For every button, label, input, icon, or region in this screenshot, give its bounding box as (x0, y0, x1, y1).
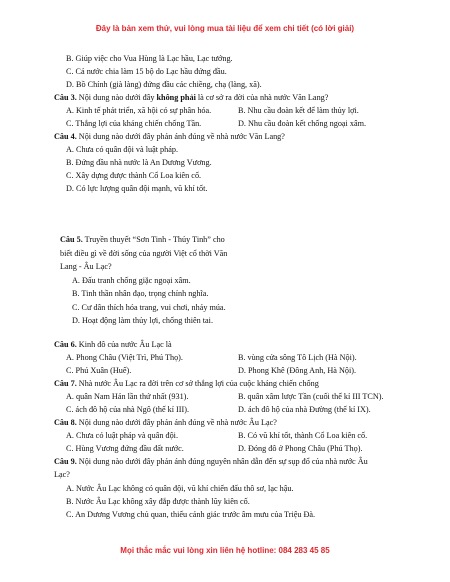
option-a: A. Kinh tế phát triển, xã hội có sự phân hóa. (66, 106, 212, 115)
option-b: B. Giúp việc cho Vua Hùng là Lạc hầu, Lạc tướng. (66, 54, 233, 63)
emphasis: không phải (156, 93, 196, 102)
option-b: B. Có vũ khí tốt, thành Cổ Loa kiên cố. (238, 431, 368, 440)
question-number: Câu 5. (60, 235, 83, 244)
option-d: D. Có lực lượng quân đội mạnh, vũ khí tốt. (66, 184, 208, 193)
option-a: A. Nước Âu Lạc không có quân đội, vũ khí chiến đấu thô sơ, lạc hậu. (66, 484, 294, 493)
option-a: A. Chưa có luật pháp và quân đội. (66, 431, 178, 440)
question-number: Câu 8. (54, 418, 77, 427)
question-number: Câu 4. (54, 132, 77, 141)
option-b: B. Nhu cầu đoàn kết để làm thủy lợi. (238, 106, 359, 115)
option-a: A. quân Nam Hán lần thứ nhất (931). (66, 392, 189, 401)
question-3: Câu 3. Nội dung nào dưới đây không phải là cơ sở ra đời của nhà nước Văn Lang? (54, 93, 329, 102)
option-d: D. Hoạt động làm thủy lợi, chống thiên tai. (72, 316, 213, 325)
question-number: Câu 7. (54, 379, 77, 388)
option-b: B. vùng cửa sông Tô Lịch (Hà Nội). (238, 353, 357, 362)
option-d: D. Bồ Chính (già làng) đứng đầu các chiềng, chạ (làng, xã). (66, 80, 262, 89)
question-9-continued: Lạc? (54, 470, 70, 479)
question-number: Câu 9. (54, 457, 77, 466)
option-a: A. Đấu tranh chống giặc ngoại xâm. (72, 275, 191, 285)
hotline-banner: Mọi thắc mắc vui lòng xin liên hệ hotline: 084 283 45 85 (120, 546, 330, 555)
question-6: Câu 6. Kinh đô của nước Âu Lạc là (54, 340, 172, 349)
option-c: C. Phú Xuân (Huế). (66, 366, 132, 375)
option-b: B. Đứng đầu nhà nước là An Dương Vương. (66, 158, 212, 167)
option-d: D. Đóng đô ở Phong Châu (Phú Thọ). (238, 444, 363, 453)
option-d: D. ách đô hộ của nhà Đường (thế kỉ IX). (238, 405, 371, 414)
question-9: Câu 9. Nội dung nào dưới đây phản ánh đúng nguyên nhân dẫn đến sự sụp đổ của nhà nước Âu (54, 457, 368, 466)
option-d: D. Phong Khê (Đông Anh, Hà Nội). (238, 366, 357, 375)
question-4: Câu 4. Nội dung nào dưới đây phản ánh đúng về nhà nước Văn Lang? (54, 132, 285, 141)
preview-notice-banner: Đây là bản xem thử, vui lòng mua tài liệu để xem chi tiết (có lời giải) (95, 24, 355, 33)
option-b: B. Tinh thần nhân đạo, trọng chính nghĩa. (72, 289, 209, 298)
question-5-text: Câu 5. Truyền thuyết “Sơn Tinh - Thủy Tinh” cho biết điều gì về đời sống của người Việt cổ thời Văn Lang - Âu Lạc? (60, 235, 228, 271)
option-c: C. Thắng lợi của kháng chiến chống Tần. (66, 119, 202, 128)
question-number: Câu 3. (54, 93, 77, 102)
option-d: D. Nhu cầu đoàn kết chống ngoại xâm. (238, 119, 367, 128)
question-5 (60, 233, 230, 328)
question-7: Câu 7. Nhà nước Âu Lạc ra đời trên cơ sở thắng lợi của cuộc kháng chiến chống (54, 379, 319, 388)
question-8: Câu 8. Nội dung nào dưới đây phản ánh đúng về nhà nước Âu Lạc? (54, 418, 277, 427)
option-a: A. Chưa có quân đội và luật pháp. (66, 145, 178, 154)
question-number: Câu 6. (54, 340, 77, 349)
option-c: C. Cả nước chia làm 15 bộ do Lạc hầu đứng đầu. (66, 67, 227, 76)
option-b: B. quân xâm lược Tần (cuối thế kỉ III TCN). (238, 392, 384, 401)
option-c: C. ách đô hộ của nhà Ngô (thế kỉ III). (66, 405, 190, 414)
option-c: C. An Dương Vương chủ quan, thiếu cảnh giác trước âm mưu của Triệu Đà. (66, 510, 316, 519)
option-b: B. Nước Âu Lạc không xây đắp được thành lũy kiên cố. (66, 497, 250, 506)
option-c: C. Hùng Vương đứng đầu đất nước. (66, 444, 184, 453)
option-c: C. Cư dân thích hóa trang, vui chơi, nhảy múa. (72, 302, 226, 312)
option-c: C. Xây dựng được thành Cổ Loa kiên cố. (66, 171, 202, 180)
option-a: A. Phong Châu (Việt Trì, Phú Thọ). (66, 353, 183, 362)
